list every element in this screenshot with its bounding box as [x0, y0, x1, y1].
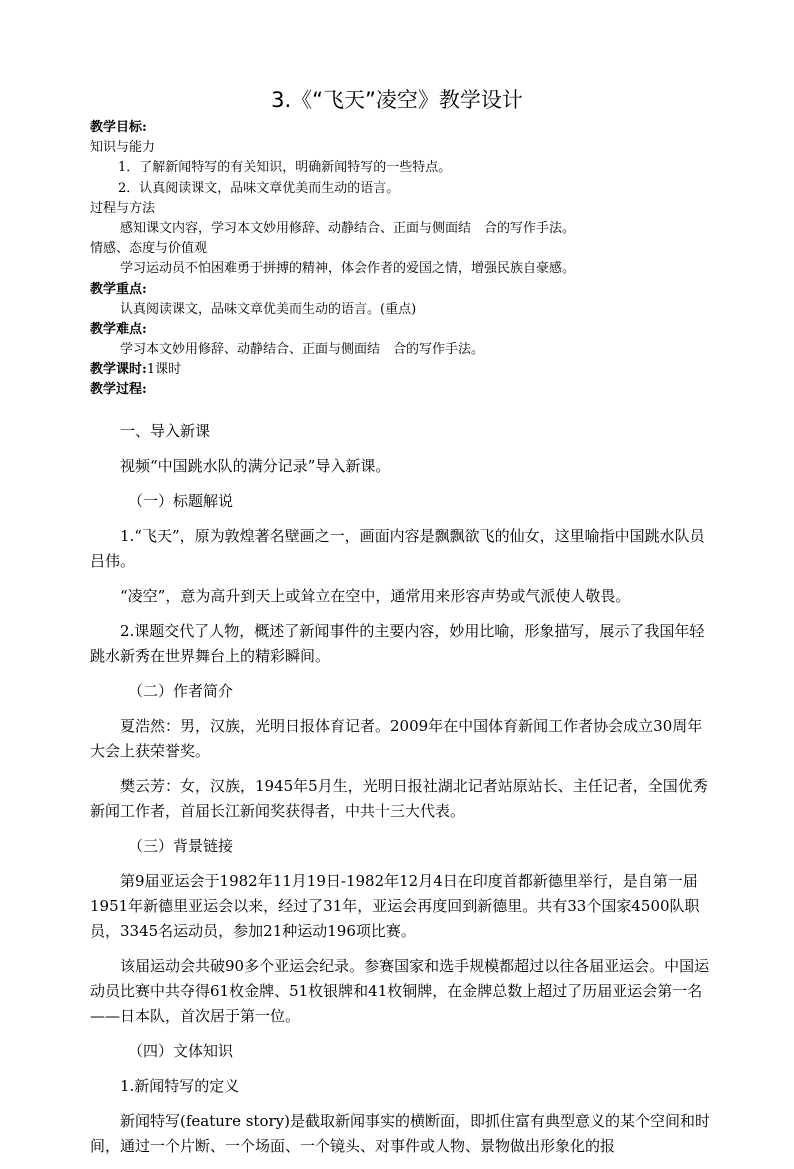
page-title: 3.《“飞天”凌空》教学设计	[271, 88, 523, 112]
process-text: 感知课文内容，学习本文妙用修辞、动静结合、正面与侧面结 合的写作手法。	[120, 220, 576, 236]
class-hours-label: 教学课时:	[90, 362, 147, 378]
knowledge-item-1: 1．了解新闻特写的有关知识，明确新闻特写的一些特点。	[118, 160, 452, 176]
class-hours-value: 1课时	[146, 362, 182, 378]
section-heading-background: （三）背景链接	[128, 837, 234, 855]
background-2: 该届运动会共破90多个亚运会纪录。参赛国家和选手规模都超过以往各届亚运会。中国运动员比赛中共夺得61枚金牌、51枚银牌和41枚铜牌，在金牌总数上超过了历届亚运会第一名——日本队，首次居于第一位。	[90, 957, 710, 1025]
section-heading-title: （一）标题解说	[128, 492, 234, 510]
intro-text: 视频“中国跳水队的满分记录”导入新课。	[120, 457, 391, 475]
process-heading: 过程与方法	[90, 200, 156, 216]
class-hours	[90, 360, 710, 380]
genre-subheading: 1.新闻特写的定义	[120, 1077, 240, 1095]
difficult-points-label: 教学难点:	[90, 321, 147, 337]
emotion-heading: 情感、态度与价值观	[90, 241, 208, 257]
teaching-overview	[90, 118, 710, 401]
difficult-points-text: 学习本文妙用修辞、动静结合、正面与侧面结 合的写作手法。	[120, 342, 485, 358]
title-explanation-1: 1.“飞天”，原为敦煌著名壁画之一，画面内容是飘飘欲飞的仙女，这里喻指中国跳水队员吕伟。	[90, 527, 705, 570]
knowledge-item-2: 2．认真阅读课文，品味文章优美而生动的语言。	[118, 180, 400, 196]
key-points-text: 认真阅读课文，品味文章优美而生动的语言。(重点)	[120, 301, 417, 317]
author-fan: 樊云芳：女，汉族，1945年5月生，光明日报社湖北记者站原站长、主任记者，全国优秀新闻工作者，首届长江新闻奖获得者，中共十三大代表。	[90, 777, 708, 820]
title-explanation-3: 2.课题交代了人物，概述了新闻事件的主要内容，妙用比喻，形象描写，展示了我国年轻跳水新秀在世界舞台上的精彩瞬间。	[90, 622, 705, 665]
procedure-label: 教学过程:	[90, 382, 147, 398]
background-1: 第9届亚运会于1982年11月19日-1982年12月4日在印度首都新德里举行，是自第一届1951年新德里亚运会以来，经过了31年，亚运会再度回到新德里。共有33个国家4500队职员，3345名运动员，参加21种运动196项比赛。	[90, 872, 700, 940]
procedure-body	[90, 419, 710, 1169]
goals-label: 教学目标:	[90, 120, 147, 135]
title-explanation-2: “凌空”，意为高升到天上或耸立在空中，通常用来形容声势或气派使人敬畏。	[120, 587, 631, 605]
author-xia: 夏浩然：男，汉族，光明日报体育记者。2009年在中国体育新闻工作者协会成立30周年大会上获荣誉奖。	[90, 717, 703, 760]
genre-definition: 新闻特写(feature story)是截取新闻事实的横断面，即抓住富有典型意义的某个空间和时间，通过一个片断、一个场面、一个镜头、对事件或人物、景物做出形象化的报	[90, 1112, 710, 1155]
knowledge-heading: 知识与能力	[90, 140, 156, 156]
section-heading-intro: 一、导入新课	[120, 422, 211, 440]
section-heading-author: （二）作者简介	[128, 682, 234, 700]
emotion-text: 学习运动员不怕困难勇于拼搏的精神，体会作者的爱国之情，增强民族自豪感。	[120, 261, 576, 277]
section-heading-genre: （四）文体知识	[128, 1042, 234, 1060]
key-points-label: 教学重点:	[90, 281, 147, 297]
